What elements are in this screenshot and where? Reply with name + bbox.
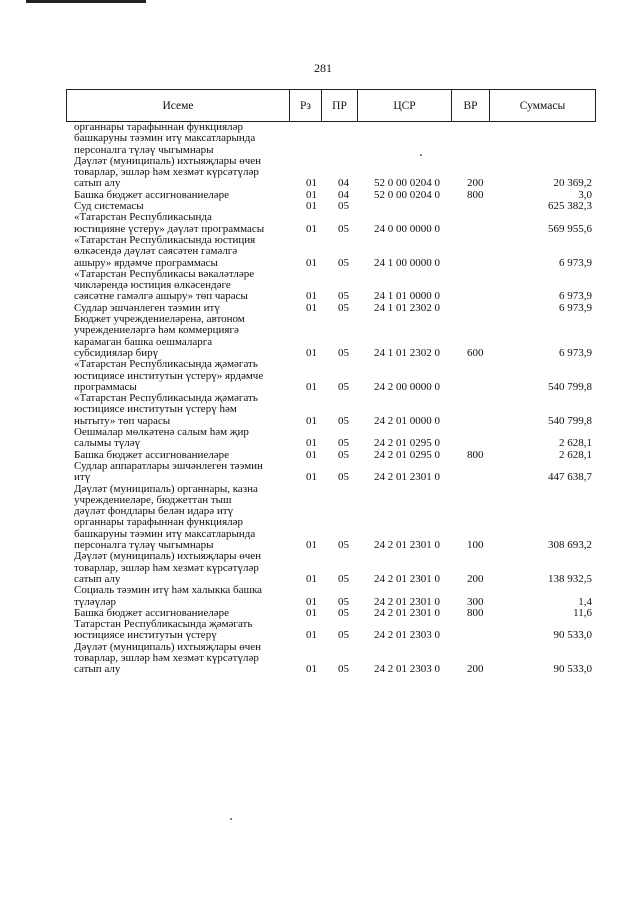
cell-pr: 05 (338, 448, 349, 461)
scan-speck (230, 818, 232, 820)
header-vr: ВР (452, 90, 490, 122)
cell-vr: 200 (467, 177, 484, 190)
row-name-line: Башка бюджет ассигнованиеләре (74, 448, 229, 461)
table-row (0, 269, 640, 303)
cell-vr: 300 (467, 595, 484, 608)
row-name-line: юстициясе институтын үстерү (74, 629, 217, 642)
cell-csr: 24 1 01 0000 0 (374, 290, 440, 303)
row-name-line: чикләрендә юстиция өлкәсендәге (74, 279, 231, 292)
cell-sum: 569 955,6 (548, 222, 592, 235)
cell-pr: 05 (338, 595, 349, 608)
cell-sum: 6 973,9 (559, 256, 592, 269)
row-name-line: Бюджет учреждениеләренә, автоном (74, 313, 245, 326)
cell-vr: 800 (467, 448, 484, 461)
row-name-line: персоналга түләү чыгымнары (74, 539, 214, 552)
table-row (0, 642, 640, 676)
cell-rz: 01 (306, 437, 317, 450)
row-name-line: Дәүләт (муниципаль) ихтыяҗлары өчен (74, 550, 262, 563)
row-name-line: «Татарстан Республикасында (74, 211, 212, 224)
cell-rz: 01 (306, 256, 317, 269)
row-name-line: Татарстан Республикасында җәмәгать (74, 618, 253, 631)
row-name-line: «Татарстан Республикасы вәкаләтләре (74, 267, 255, 280)
row-name-line: нытыту» төп чарасы (74, 414, 171, 427)
cell-csr: 24 2 01 2301 0 (374, 572, 440, 585)
cell-rz: 01 (306, 380, 317, 393)
cell-csr: 24 2 01 2301 0 (374, 539, 440, 552)
cell-sum: 6 973,9 (559, 301, 592, 314)
row-name-line: башкаруны тәэмин итү максатларында (74, 132, 256, 145)
cell-sum: 90 533,0 (553, 629, 592, 642)
cell-pr: 05 (338, 471, 349, 484)
cell-rz: 01 (306, 346, 317, 359)
row-name-line: башкаруны тәэмин итү максатларында (74, 527, 256, 540)
cell-pr: 04 (338, 177, 349, 190)
cell-rz: 01 (306, 448, 317, 461)
cell-csr: 24 2 01 2303 0 (374, 629, 440, 642)
cell-rz: 01 (306, 606, 317, 619)
cell-rz: 01 (306, 222, 317, 235)
cell-rz: 01 (306, 539, 317, 552)
header-name: Исеме (67, 90, 290, 122)
cell-pr: 05 (338, 346, 349, 359)
row-name-line: өлкәсендә дәүләт сәясәтен гамәлгә (74, 245, 238, 258)
header-csr: ЦСР (358, 90, 452, 122)
row-name-line: Судлар эшчәнлеген тәэмин итү (74, 301, 220, 314)
cell-rz: 01 (306, 663, 317, 676)
cell-rz: 01 (306, 188, 317, 201)
cell-csr: 24 2 00 0000 0 (374, 380, 440, 393)
row-name-line: Оешмалар мөлкәтенә салым һәм җир (74, 426, 249, 439)
row-name-line: «Татарстан Республикасында җәмәгать (74, 392, 258, 405)
table-header (66, 89, 596, 122)
row-name-line: итү (74, 471, 91, 484)
cell-sum: 138 932,5 (548, 572, 592, 585)
cell-pr: 05 (338, 539, 349, 552)
row-name-line: Судлар аппаратлары эшчәнлеген тәэмин (74, 460, 263, 472)
cell-rz: 01 (306, 290, 317, 303)
cell-sum: 90 533,0 (553, 663, 592, 676)
cell-csr: 24 1 01 2302 0 (374, 301, 440, 314)
cell-sum: 6 973,9 (559, 346, 592, 359)
row-name-line: субсидияләр бирү (74, 346, 159, 359)
table-row (0, 585, 640, 608)
cell-pr: 05 (338, 572, 349, 585)
cell-sum: 3,0 (578, 188, 592, 201)
cell-csr: 24 2 01 0295 0 (374, 448, 440, 461)
cell-sum: 2 628,1 (559, 448, 592, 461)
cell-vr: 800 (467, 606, 484, 619)
cell-pr: 05 (338, 290, 349, 303)
row-name-line: учреждениеләргә һәм коммерциягә (74, 324, 239, 337)
cell-rz: 01 (306, 200, 317, 213)
row-name-line: сәясәтне гамәлгә ашыру» төп чарасы (74, 290, 248, 303)
cell-rz: 01 (306, 471, 317, 484)
table-row (0, 461, 640, 484)
top-rule (26, 0, 146, 3)
row-name-line: Башка бюджет ассигнованиеләре (74, 188, 229, 201)
row-name-line: сатып алу (74, 663, 121, 676)
cell-sum: 308 693,2 (548, 539, 592, 552)
cell-sum: 2 628,1 (559, 437, 592, 450)
table-row (0, 359, 640, 393)
row-name-line: Суд системасы (74, 200, 144, 213)
row-name-line: карамаган башка оешмаларга (74, 335, 213, 348)
row-name-line: персоналга түләү чыгымнары (74, 143, 214, 156)
cell-vr: 200 (467, 572, 484, 585)
row-name-line: Социаль тәэмин итү һәм халыкка башка (74, 584, 263, 597)
table-row (0, 212, 640, 235)
cell-sum: 20 369,2 (553, 177, 592, 190)
cell-csr: 24 2 01 2303 0 (374, 663, 440, 676)
row-name-line: товарлар, эшләр һәм хезмәт күрсәтүләр (74, 561, 259, 574)
page-number: 281 (314, 61, 332, 75)
row-name-line: программасы (74, 380, 137, 393)
row-name-line: «Татарстан Республикасында җәмәгать (74, 358, 258, 371)
row-name-line: Дәүләт (муниципаль) ихтыяҗлары өчен (74, 154, 262, 167)
cell-sum: 1,4 (578, 595, 592, 608)
row-name-line: Башка бюджет ассигнованиеләре (74, 606, 229, 619)
table-row (0, 427, 640, 450)
row-name-line: Дәүләт (муниципаль) ихтыяҗлары өчен (74, 640, 262, 653)
row-name-line: юстициясе институтын үстерү» ярдәмче (74, 369, 264, 382)
cell-sum: 540 799,8 (548, 380, 592, 393)
row-name-line: дәүләт фондлары белән идарә итү (74, 505, 234, 518)
row-name-line: ашыру» ярдәмче программасы (74, 256, 218, 269)
cell-csr: 24 0 00 0000 0 (374, 222, 440, 235)
cell-rz: 01 (306, 629, 317, 642)
table-row (0, 156, 640, 190)
row-name-line: товарлар, эшләр һәм хезмәт күрсәтүләр (74, 652, 259, 665)
cell-csr: 52 0 00 0204 0 (374, 188, 440, 201)
cell-pr: 05 (338, 437, 349, 450)
cell-sum: 625 382,3 (548, 200, 592, 213)
cell-csr: 24 1 01 2302 0 (374, 346, 440, 359)
cell-csr: 24 2 01 0000 0 (374, 414, 440, 427)
cell-rz: 01 (306, 414, 317, 427)
cell-rz: 01 (306, 595, 317, 608)
cell-pr: 05 (338, 663, 349, 676)
cell-csr: 24 2 01 0295 0 (374, 437, 440, 450)
row-name-line: учреждениеләре, бюджеттан тыш (74, 493, 232, 506)
table-row (0, 393, 640, 427)
cell-vr: 600 (467, 346, 484, 359)
row-name-line: органнары тарафыннан функцияләр (74, 516, 243, 529)
row-name-line: юстицияне үстерү» дәүләт программасы (74, 222, 265, 235)
cell-rz: 01 (306, 572, 317, 585)
row-name-line: Дәүләт (муниципаль) органнары, казна (74, 482, 258, 495)
cell-csr: 24 2 01 2301 0 (374, 471, 440, 484)
cell-csr: 24 1 00 0000 0 (374, 256, 440, 269)
cell-vr: 800 (467, 188, 484, 201)
scan-speck (420, 154, 422, 156)
cell-vr: 100 (467, 539, 484, 552)
cell-pr: 05 (338, 256, 349, 269)
cell-vr: 200 (467, 663, 484, 676)
row-name-line: салымы түләү (74, 437, 141, 450)
table-row (0, 619, 640, 642)
header-pr: ПР (322, 90, 358, 122)
cell-sum: 11,6 (573, 606, 592, 619)
header-sum: Суммасы (490, 90, 596, 122)
cell-rz: 01 (306, 301, 317, 314)
cell-sum: 540 799,8 (548, 414, 592, 427)
cell-pr: 05 (338, 414, 349, 427)
cell-csr: 24 2 01 2301 0 (374, 595, 440, 608)
row-name-line: түләүләр (74, 595, 117, 608)
cell-sum: 447 638,7 (548, 471, 592, 484)
cell-pr: 05 (338, 380, 349, 393)
table-row (0, 314, 640, 359)
cell-pr: 05 (338, 222, 349, 235)
table-row (0, 551, 640, 585)
cell-pr: 05 (338, 200, 349, 213)
header-rz: Рз (290, 90, 322, 122)
table-row (0, 235, 640, 269)
cell-csr: 24 2 01 2301 0 (374, 606, 440, 619)
cell-pr: 05 (338, 301, 349, 314)
row-name-line: сатып алу (74, 177, 121, 190)
cell-pr: 05 (338, 606, 349, 619)
row-name-line: сатып алу (74, 572, 121, 585)
cell-rz: 01 (306, 177, 317, 190)
row-name-line: товарлар, эшләр һәм хезмәт күрсәтүләр (74, 166, 259, 179)
cell-sum: 6 973,9 (559, 290, 592, 303)
cell-csr: 52 0 00 0204 0 (374, 177, 440, 190)
cell-pr: 05 (338, 629, 349, 642)
cell-pr: 04 (338, 188, 349, 201)
table-row (0, 122, 640, 156)
row-name-line: органнары тарафыннан функцияләр (74, 121, 243, 133)
row-name-line: юстициясе институтын үстерү һәм (74, 403, 237, 416)
table-row (0, 484, 640, 552)
row-name-line: «Татарстан Республикасында юстиция (74, 234, 256, 246)
